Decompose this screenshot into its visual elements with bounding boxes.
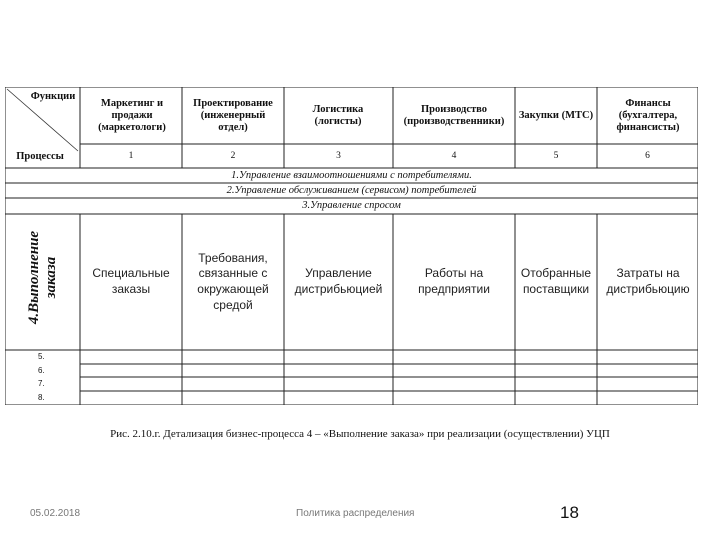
cell-finance: Затраты на дистрибьюцию [606,266,690,296]
column-number: 6 [645,150,650,161]
cell-production: Работы на предприятии [418,266,490,296]
row-number: 8. [38,393,45,402]
cell-procurement: Отобранные поставщики [520,266,592,296]
process-row-1: 1.Управление взаимоотношениями с потребителями. [231,170,472,181]
column-header-finance: Финансы (бухгалтера, финансисты) [616,97,680,134]
page-number: 18 [560,503,579,522]
column-number: 2 [230,150,236,161]
figure-caption: Рис. 2.10.г. Детализация бизнес-процесса 4 – «Выполнение заказа» при реализации (осуществлении) УЦП [110,428,610,440]
corner-functions-label: Функции [30,90,76,102]
footer-title: Политика распределения [296,508,415,519]
column-header-engineering: Проектирование (инженерный отдел) [193,97,273,134]
corner-processes-label: Процессы [16,150,64,162]
cell-marketing: Специальные заказы [92,266,170,296]
column-number: 5 [553,150,559,161]
cell-logistics: Управление дистрибьюцией [294,266,383,296]
row-number: 6. [38,366,45,375]
column-number: 3 [336,150,341,161]
process-row-2: 2.Управление обслуживанием (сервисом) потребителей [226,185,477,196]
column-header-production: Производство (производственники) [403,103,505,127]
column-number: 4 [451,150,457,161]
footer-date: 05.02.2018 [30,508,81,519]
row-number: 5. [38,352,45,361]
row-number: 7. [38,379,45,388]
column-header-logistics: Логистика (логисты) [312,103,364,127]
cell-engineering: Требования, связанные с окружающей средой [197,250,269,312]
column-header-procurement: Закупки (МТС) [518,109,594,121]
process-row-3: 3.Управление спросом [302,200,401,211]
column-number: 1 [128,150,134,161]
column-header-marketing: Маркетинг и продажи (маркетологи) [98,97,166,134]
order-fulfillment-label: 4.Выполнение заказа [26,230,59,324]
